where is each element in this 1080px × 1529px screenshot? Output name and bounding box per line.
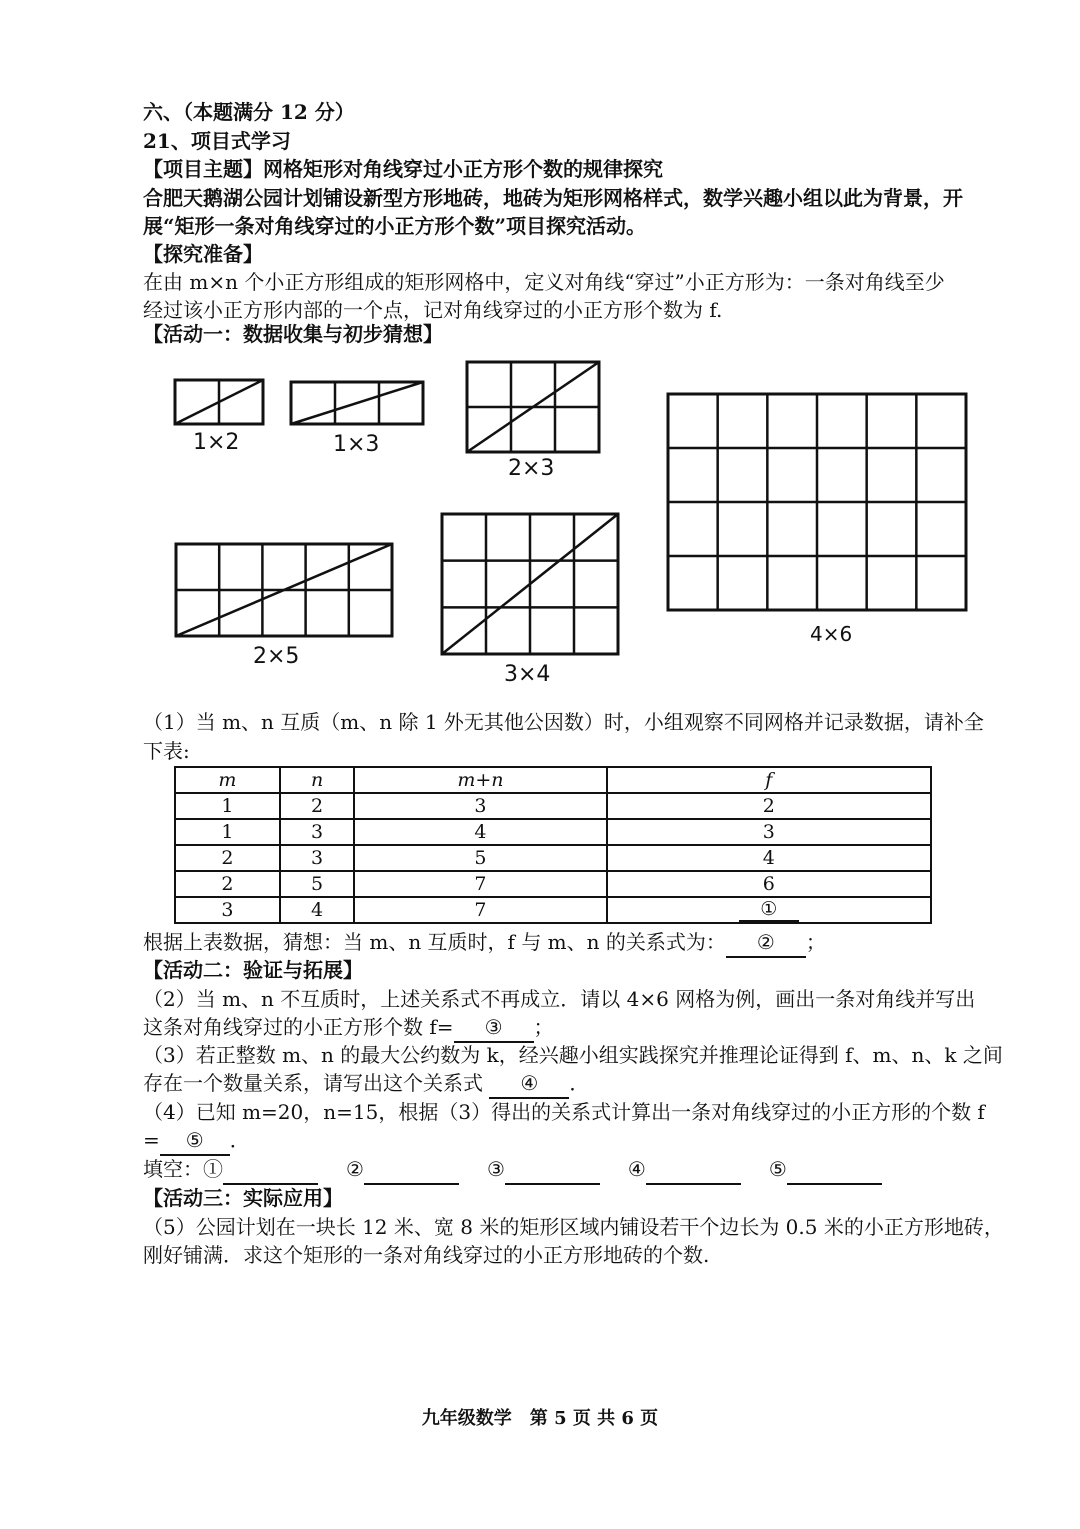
fill-blank-3[interactable]	[505, 1155, 600, 1185]
section-heading: 六、（本题满分 12 分）	[143, 100, 355, 124]
activity-2-heading: 【活动二：验证与拓展】	[143, 958, 363, 982]
table-cell: 2	[175, 845, 280, 871]
fill-blank-1[interactable]	[223, 1155, 318, 1185]
table-cell: 7	[354, 871, 606, 897]
table-cell: 5	[280, 871, 355, 897]
grid-diagonal-line	[291, 382, 423, 424]
table-header-m-plus-n: m+n	[354, 767, 606, 793]
table-cell: 7	[354, 897, 606, 923]
answer-blank-2[interactable]: ②	[726, 928, 806, 958]
table-header-row	[175, 767, 931, 793]
figure-label-1x3: 1×3	[333, 432, 380, 457]
q2-line-1: （2）当 m、n 不互质时，上述关系式不再成立．请以 4×6 网格为例，画出一条对角线并写出	[143, 987, 976, 1011]
table-row	[175, 793, 931, 819]
q3-line-1: （3）若正整数 m、n 的最大公约数为 k，经兴趣小组实践探究并推理论证得到 f、m、n、k 之间	[143, 1043, 1003, 1067]
table-cell: 3	[175, 897, 280, 923]
fill-blank-4[interactable]	[646, 1155, 741, 1185]
table-cell: 2	[607, 793, 931, 819]
grid-figure-1x3	[289, 380, 425, 426]
answer-blank-3[interactable]: ③	[454, 1013, 534, 1043]
table-cell: 3	[354, 793, 606, 819]
table-cell: 4	[354, 819, 606, 845]
table-cell: 2	[175, 871, 280, 897]
q2-end: ；	[533, 1015, 554, 1039]
q2-text: 这条对角线穿过的小正方形个数 f=	[143, 1015, 454, 1039]
guess-text: 根据上表数据，猜想：当 m、n 互质时，f 与 m、n 的关系式为：	[143, 930, 726, 954]
q1-line-2: 下表:	[143, 739, 190, 763]
table-row	[175, 819, 931, 845]
intro-line-2: 展“矩形一条对角线穿过的小正方形个数”项目探究活动。	[143, 214, 647, 238]
question-title: 21、项目式学习	[143, 129, 291, 153]
guess-line	[143, 928, 826, 958]
table-header-f: f	[607, 767, 931, 793]
grid-figure-3x4	[440, 512, 620, 656]
figure-label-2x3: 2×3	[508, 456, 555, 481]
q4-line-2	[143, 1126, 250, 1156]
q4-line-1: （4）已知 m=20，n=15，根据（3）得出的关系式计算出一条对角线穿过的小正方形的个数 f	[143, 1100, 985, 1124]
table-cell: 6	[607, 871, 931, 897]
q4-text: =	[143, 1128, 160, 1152]
q2-line-2	[143, 1013, 554, 1043]
fill-blank-5[interactable]	[787, 1155, 882, 1185]
data-table	[174, 766, 932, 924]
table-cell: 4	[280, 897, 355, 923]
topic-line: 【项目主题】网格矩形对角线穿过小正方形个数的规律探究	[143, 157, 663, 181]
q4-end: ．	[229, 1128, 250, 1152]
table-cell-blank-1[interactable]	[607, 897, 931, 923]
prep-line-1: 在由 m×n 个小正方形组成的矩形网格中，定义对角线“穿过”小正方形为：一条对角线至少	[143, 270, 945, 294]
grid-figure-2x5	[174, 542, 394, 638]
fill-marker-2: ②	[346, 1157, 364, 1181]
answer-blank-5[interactable]: ⑤	[160, 1126, 230, 1156]
activity-1-heading: 【活动一：数据收集与初步猜想】	[143, 322, 443, 346]
q5-line-2: 刚好铺满．求这个矩形的一条对角线穿过的小正方形地砖的个数.	[143, 1243, 710, 1267]
guess-end: ；	[805, 930, 826, 954]
table-row	[175, 897, 931, 923]
figure-label-1x2: 1×2	[193, 430, 240, 455]
fill-blank-2[interactable]	[364, 1155, 459, 1185]
intro-line-1: 合肥天鹅湖公园计划铺设新型方形地砖，地砖为矩形网格样式，数学兴趣小组以此为背景，开	[143, 186, 963, 210]
grid-figure-1x2	[173, 378, 265, 426]
fill-marker-5: ⑤	[768, 1157, 787, 1181]
table-cell: 3	[607, 819, 931, 845]
q5-line-1: （5）公园计划在一块长 12 米、宽 8 米的矩形区域内铺设若干个边长为 0.5 米的小正方形地砖，	[143, 1215, 1004, 1239]
fill-label: 填空：	[143, 1157, 203, 1181]
fill-line	[143, 1155, 882, 1185]
activity-3-heading: 【活动三：实际应用】	[143, 1186, 343, 1210]
table-row	[175, 845, 931, 871]
fill-marker-3: ③	[486, 1157, 505, 1181]
grid-figure-4x6	[666, 392, 968, 612]
figure-label-2x5: 2×5	[253, 644, 300, 669]
table-cell: 1	[175, 819, 280, 845]
table-header-n: n	[280, 767, 355, 793]
q3-end: ．	[569, 1071, 590, 1095]
fill-marker-4: ④	[627, 1157, 646, 1181]
prep-line-2: 经过该小正方形内部的一个点，记对角线穿过的小正方形个数为 f.	[143, 298, 723, 322]
table-header-m: m	[175, 767, 280, 793]
table-cell: 5	[354, 845, 606, 871]
answer-blank-1[interactable]: ①	[739, 898, 799, 922]
q3-text: 存在一个数量关系，请写出这个关系式	[143, 1071, 483, 1095]
answer-blank-4[interactable]: ④	[489, 1069, 569, 1099]
table-row	[175, 871, 931, 897]
figure-label-4x6: 4×6	[810, 622, 853, 646]
grid-figure-2x3	[465, 360, 601, 454]
table-cell: 3	[280, 819, 355, 845]
page-footer: 九年级数学 第 5 页 共 6 页	[421, 1408, 659, 1429]
fill-marker-1: ①	[203, 1157, 223, 1181]
figure-label-3x4: 3×4	[504, 662, 551, 687]
q1-line-1: （1）当 m、n 互质（m、n 除 1 外无其他公因数）时，小组观察不同网格并记录数据，请补全	[143, 710, 984, 734]
q3-line-2	[143, 1069, 589, 1099]
table-cell: 3	[280, 845, 355, 871]
table-cell: 1	[175, 793, 280, 819]
table-cell: 4	[607, 845, 931, 871]
table-cell: 2	[280, 793, 355, 819]
prep-heading: 【探究准备】	[143, 242, 263, 266]
